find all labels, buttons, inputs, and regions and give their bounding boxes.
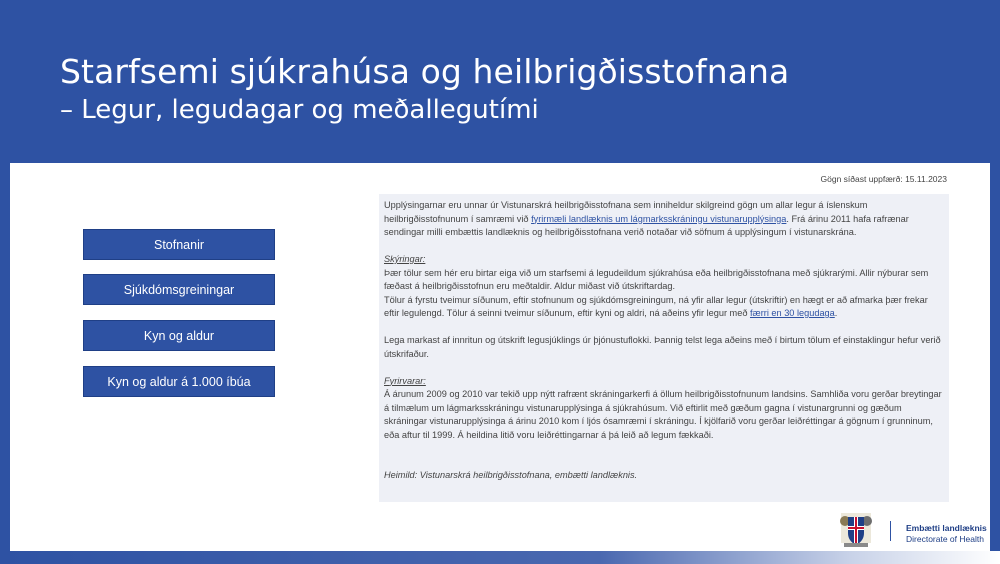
lega-paragraph: Lega markast af innritun og útskrift legusjúklings úr þjónustuflokki. Þannig telst lega aðeins með í birtum tölum ef einstaklingur hefur verið útskrifaður. <box>384 335 941 359</box>
skyringar-paragraph-1: Þær tölur sem hér eru birtar eiga við um starfsemi á legudeildum sjúkrahúsa eða heilbrigðisstofnana með sjúkrarými. Allir nýburar sem fæðast á heilbrigðisstofnun eru meðtaldir. Aldur miðast við útskriftardag. <box>384 267 929 291</box>
skyringar-p2-end: . <box>834 308 838 318</box>
bottom-frame-bar <box>0 551 1000 564</box>
nav-button-sjukdomsgreiningar[interactable]: Sjúkdómsgreiningar <box>83 274 275 305</box>
fyrirvarar-heading: Fyrirvarar: <box>384 375 426 386</box>
fyrirvarar-paragraph: Á árunum 2009 og 2010 var tekið upp nýtt rafrænt skráningarkerfi á öllum heilbrigðisstofnunum landsins. Samhliða voru gerðar breytingar á tilmælum um lágmarksskráningu vistunarupplýsinga á sjúkrahúsum. Við eftirlit með gæðum gagna í vistunargrunni og gæðum skráningar vistunarupplýsinga á árinu 2010 kom í ljós ósamræmi í skráningu. Í kjölfarið voru gerðar leiðréttingar á gögnum í grunninum, eða aftur til 1999. Á heildina litið voru leiðréttingarnar á þá leið að legum fækkaði. <box>384 389 942 440</box>
lagmarksskraning-link[interactable]: fyrirmæli landlæknis um lágmarksskráningu vistunarupplýsinga <box>531 213 787 224</box>
skyringar-heading: Skýringar: <box>384 254 426 264</box>
left-frame-bar <box>0 163 10 551</box>
info-panel <box>379 194 949 502</box>
skyringar-p2-text: Tölur á fyrstu tveimur síðunum, eftir stofnunum og sjúkdómsgreiningum, ná yfir allar legur (útskriftir) en hægt er að afmarka þær frekar eftir legulengd. Tölur á seinni tveimur síðunum, eftir kyni og aldri, ná aðeins yfir legur með <box>384 294 928 318</box>
right-frame-bar <box>990 163 1000 551</box>
logo-subtitle: Directorate of Health <box>906 534 984 544</box>
nav-button-kyn-og-aldur[interactable]: Kyn og aldur <box>83 320 275 351</box>
nav-button-kyn-og-aldur-per-1000[interactable]: Kyn og aldur á 1.000 íbúa <box>83 366 275 397</box>
intro-paragraph <box>384 199 943 240</box>
faerri-en-30-legudaga-link[interactable]: færri en 30 legudaga <box>749 308 835 318</box>
coat-of-arms-icon <box>838 507 874 549</box>
last-updated-text: Gögn síðast uppfærð: 15.11.2023 <box>820 174 947 184</box>
intro-text: Upplýsingarnar eru unnar úr Vistunarskrá heilbrigðisstofnana sem inniheldur skilgreind gögn um allar legur á íslenskum heilbrigðisstofnunum í samræmi við <box>384 200 868 224</box>
page-subtitle: – Legur, legudagar og meðallegutími <box>60 95 539 125</box>
logo-divider <box>890 521 891 541</box>
page-header <box>0 0 1000 163</box>
organization-logo <box>838 507 988 549</box>
nav-button-stofnanir[interactable]: Stofnanir <box>83 229 275 260</box>
page-title: Starfsemi sjúkrahúsa og heilbrigðisstofnana <box>60 52 790 91</box>
source-note: Heimild: Vistunarskrá heilbrigðisstofnana, embætti landlæknis. <box>384 470 638 480</box>
intro-text-end: . Frá árinu 2011 hafa rafrænar sendingar milli embættis landlæknis og heilbrigðisstofnana verið notaðar við söfnum á upplýsingum í vistunarskrána. <box>384 213 909 237</box>
logo-name: Embætti landlæknis <box>906 523 987 533</box>
skyringar-paragraph-2 <box>384 294 943 321</box>
